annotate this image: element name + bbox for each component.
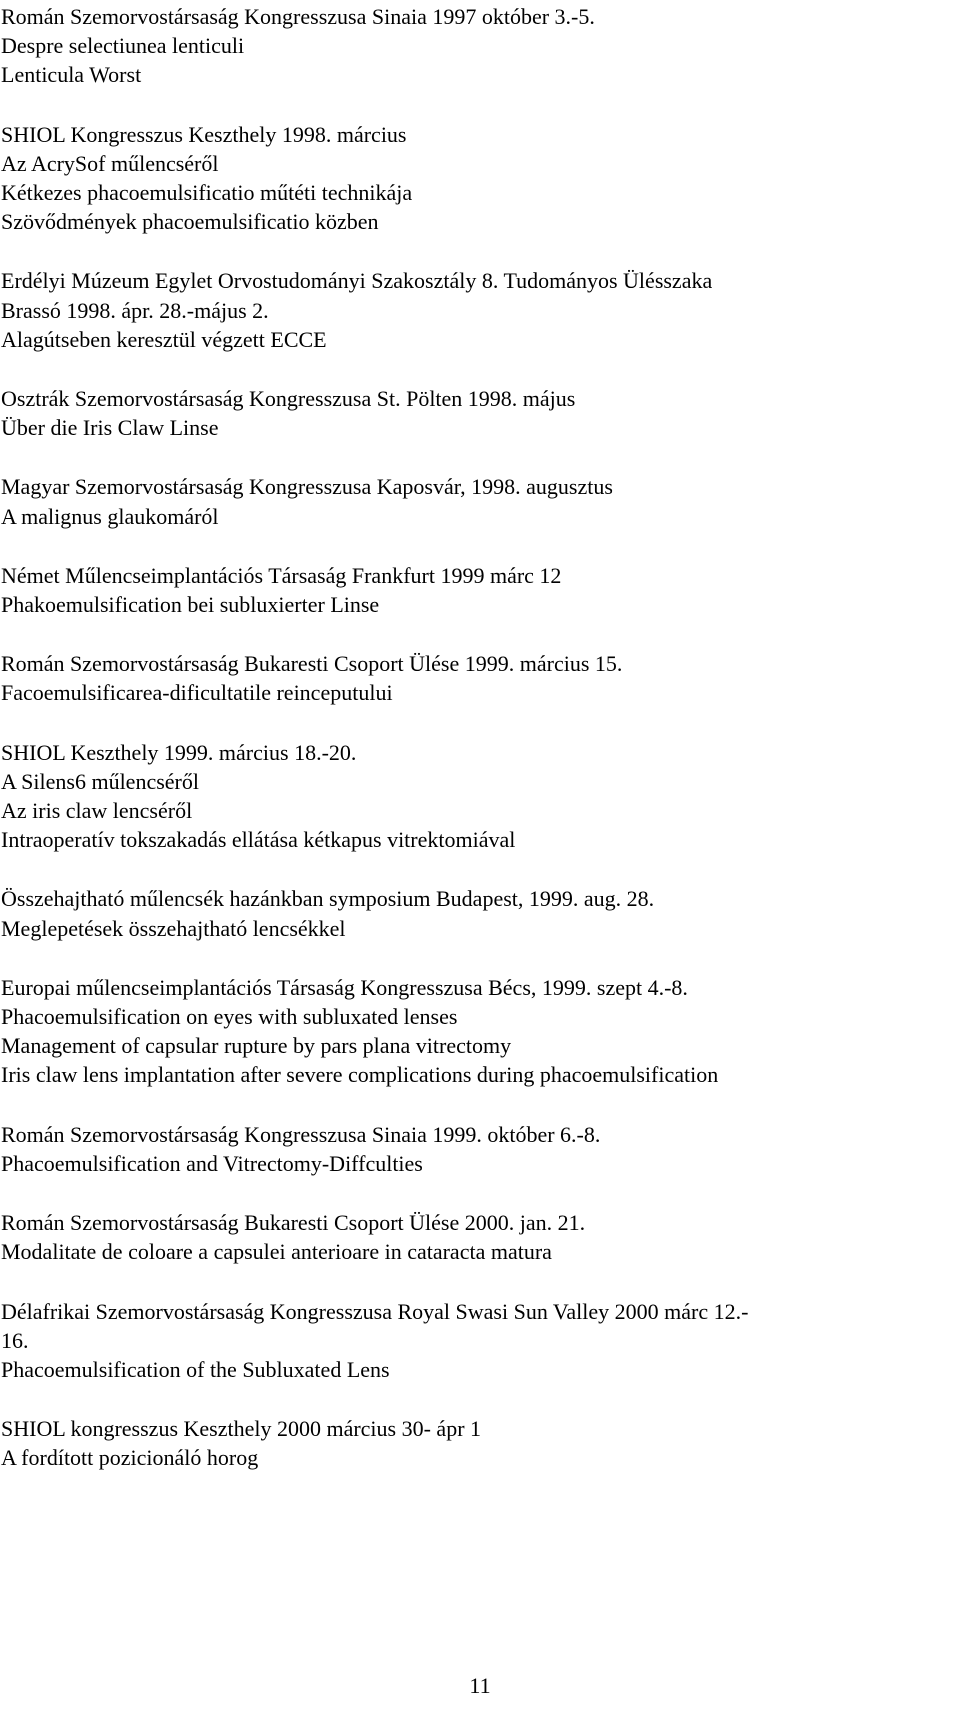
conference-heading: SHIOL kongresszus Keszthely 2000 március 30- ápr 1 — [1, 1416, 482, 1442]
conference-heading: Román Szemorvostársaság Bukaresti Csoport Ülése 2000. jan. 21. — [1, 1210, 586, 1236]
conference-entry — [1, 120, 931, 237]
presentation-title: A malignus glaukomáról — [1, 503, 219, 529]
conference-entry — [1, 472, 931, 530]
presentation-title: Kétkezes phacoemulsificatio műtéti technikája — [1, 180, 413, 206]
presentation-title: Alagútseben keresztül végzett ECCE — [1, 326, 327, 352]
conference-heading: Összehajtható műlencsék hazánkban symposium Budapest, 1999. aug. 28. — [1, 886, 655, 912]
presentation-title: Phakoemulsification bei subluxierter Linse — [1, 592, 380, 618]
presentation-title: Meglepetések összehajtható lencsékkel — [1, 915, 346, 941]
conference-entry — [1, 649, 931, 707]
presentation-title: Phacoemulsification of the Subluxated Lens — [1, 1356, 390, 1382]
page-number: 11 — [469, 1673, 491, 1698]
conference-entry — [1, 1414, 931, 1472]
conference-entry — [1, 2, 931, 90]
conference-list — [1, 2, 931, 1503]
conference-entry — [1, 384, 931, 442]
presentation-title: Az AcrySof műlencséről — [1, 150, 219, 176]
conference-heading: Román Szemorvostársaság Kongresszusa Sinaia 1997 október 3.-5. — [1, 4, 595, 29]
conference-heading: Német Műlencseimplantációs Társaság Frankfurt 1999 márc 12 — [1, 562, 562, 588]
conference-entry — [1, 1120, 931, 1178]
presentation-title: Facoemulsificarea-dificultatile reinceputului — [1, 680, 393, 706]
conference-heading: Magyar Szemorvostársaság Kongresszusa Kaposvár, 1998. augusztus — [1, 474, 613, 500]
conference-entry — [1, 1208, 931, 1266]
presentation-title: Despre selectiunea lenticuli — [1, 33, 245, 59]
presentation-title: Über die Iris Claw Linse — [1, 415, 219, 441]
presentation-title: Phacoemulsification on eyes with subluxated lenses — [1, 1004, 458, 1030]
conference-heading: SHIOL Kongresszus Keszthely 1998. március — [1, 121, 407, 147]
conference-heading: Román Szemorvostársaság Bukaresti Csoport Ülése 1999. március 15. — [1, 651, 623, 677]
presentation-title: Phacoemulsification and Vitrectomy-Diffculties — [1, 1150, 423, 1176]
conference-entry — [1, 884, 931, 942]
presentation-title: Management of capsular rupture by pars plana vitrectomy — [1, 1033, 512, 1059]
conference-entry — [1, 1297, 931, 1385]
conference-heading: Erdélyi Múzeum Egylet Orvostudományi Szakosztály 8. Tudományos Ülésszaka — [1, 268, 713, 294]
presentation-title: Iris claw lens implantation after severe complications during phacoemulsification — [1, 1062, 719, 1088]
conference-heading: Europai műlencseimplantációs Társaság Kongresszusa Bécs, 1999. szept 4.-8. — [1, 974, 688, 1000]
conference-entry — [1, 738, 931, 855]
presentation-title: A fordított pozicionáló horog — [1, 1445, 259, 1471]
conference-entry — [1, 973, 931, 1090]
conference-entry — [1, 266, 931, 354]
presentation-title: Modalitate de coloare a capsulei anterioare in cataracta matura — [1, 1239, 552, 1265]
presentation-title: Intraoperatív tokszakadás ellátása kétkapus vitrektomiával — [1, 827, 516, 853]
presentation-title: A Silens6 műlencséről — [1, 768, 199, 794]
conference-heading: Délafrikai Szemorvostársaság Kongresszusa Royal Swasi Sun Valley 2000 márc 12.- — [1, 1298, 749, 1324]
conference-entry — [1, 561, 931, 619]
presentation-title: Az iris claw lencséről — [1, 798, 193, 824]
conference-heading: SHIOL Keszthely 1999. március 18.-20. — [1, 739, 357, 765]
presentation-title: Lenticula Worst — [1, 62, 142, 88]
conference-heading: Osztrák Szemorvostársaság Kongresszusa St. Pölten 1998. május — [1, 386, 576, 412]
presentation-title: Brassó 1998. ápr. 28.-május 2. — [1, 297, 269, 323]
conference-heading: Román Szemorvostársaság Kongresszusa Sinaia 1999. október 6.-8. — [1, 1121, 601, 1147]
presentation-title: 16. — [1, 1327, 29, 1353]
presentation-title: Szövődmények phacoemulsificatio közben — [1, 209, 379, 235]
